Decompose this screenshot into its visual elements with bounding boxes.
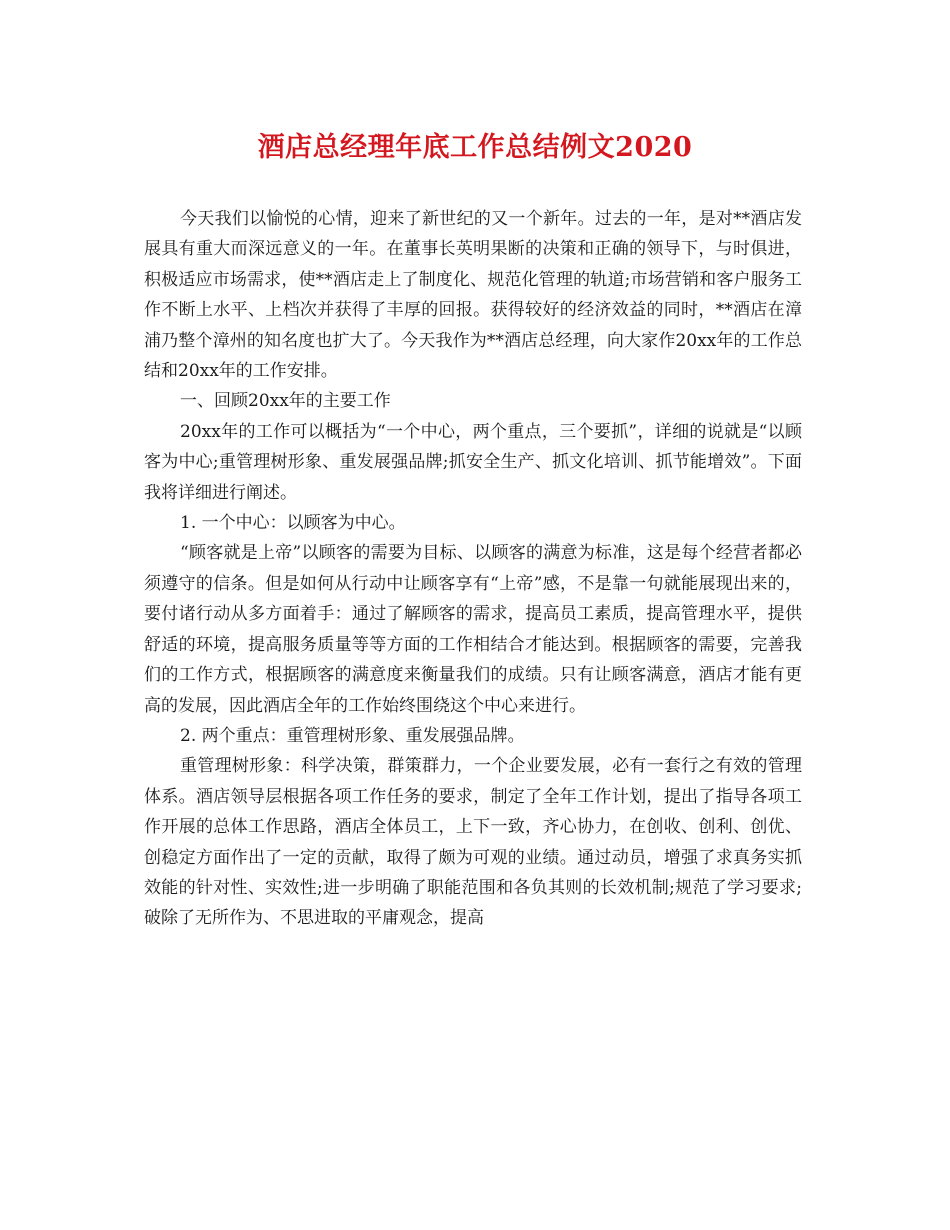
paragraph-management: 重管理树形象：科学决策，群策群力，一个企业要发展，必有一套行之有效的管理体系。酒店领导层根据各项工作任务的要求，制定了全年工作计划，提出了指导各项工作开展的总体工作思路，酒店全体员工，上下一致，齐心协力，在创收、创利、创优、创稳定方面作出了一定的贡献，取得了颇为可观的业绩。通过动员，增强了求真务实抓效能的针对性、实效性;进一步明确了职能范围和各负其则的长效机制;规范了学习要求;破除了无所作为、不思进取的平庸观念，提高 [144, 756, 802, 929]
subheading-one-center: 1. 一个中心：以顾客为中心。 [180, 513, 406, 534]
document-body [144, 204, 802, 934]
paragraph-customer: “顾客就是上帝”以顾客的需要为目标、以顾客的满意为标准，这是每个经营者都必须遵守的信条。但是如何从行动中让顾客享有“上帝”感，不是靠一句就能展现出来的，要付诸行动从多方面着手：通过了解顾客的需求，提高员工素质，提高管理水平，提供舒适的环境，提高服务质量等等方面的工作相结合才能达到。根据顾客的需要，完善我们的工作方式，根据顾客的满意度来衡量我们的成绩。只有让顾客满意，酒店才能有更高的发展，因此酒店全年的工作始终围绕这个中心来进行。 [144, 543, 802, 716]
document-title: 酒店总经理年底工作总结例文2020 [257, 132, 693, 163]
paragraph-summary: 20xx年的工作可以概括为“一个中心，两个重点，三个要抓”，详细的说就是“以顾客为中心;重管理树形象、重发展强品牌;抓安全生产、抓文化培训、抓节能增效”。下面我将详细进行阐述。 [144, 421, 802, 503]
section-heading-review: 一、回顾20xx年的主要工作 [180, 391, 391, 412]
paragraph-intro: 今天我们以愉悦的心情，迎来了新世纪的又一个新年。过去的一年，是对**酒店发展具有重大而深远意义的一年。在董事长英明果断的决策和正确的领导下，与时俱进，积极适应市场需求，使**酒店走上了制度化、规范化管理的轨道;市场营销和客户服务工作不断上水平、上档次并获得了丰厚的回报。获得较好的经济效益的同时，**酒店在漳浦乃整个漳州的知名度也扩大了。今天我作为**酒店总经理，向大家作20xx年的工作总结和20xx年的工作安排。 [144, 209, 802, 382]
subheading-two-focus: 2. 两个重点：重管理树形象、重发展强品牌。 [180, 725, 525, 746]
